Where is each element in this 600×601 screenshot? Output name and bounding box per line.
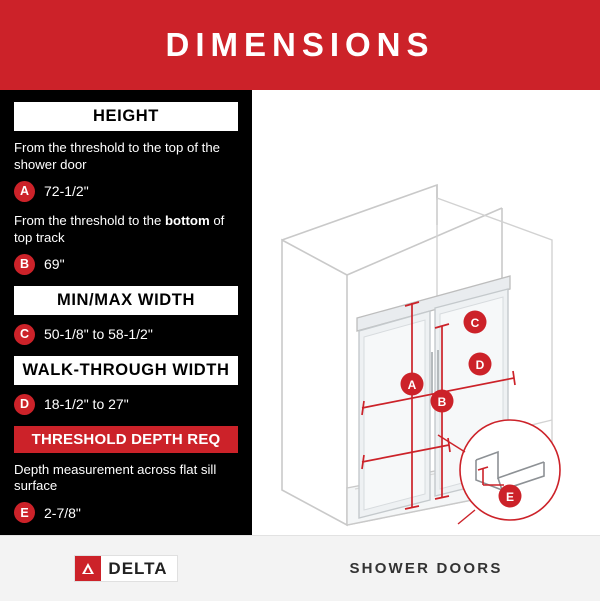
measure-value-c: 50-1/8" to 58-1/2" (44, 326, 153, 343)
specs-panel (0, 90, 252, 535)
height-desc-b-suffix: of top track (14, 212, 225, 245)
section-banner-height: HEIGHT (14, 102, 238, 131)
measure-row-e (14, 502, 238, 523)
height-desc-b-prefix: From the threshold to the (14, 212, 165, 228)
callout-badge-d: D (14, 394, 35, 415)
height-desc-b (14, 213, 238, 247)
measure-value-d: 18-1/2" to 27" (44, 396, 129, 413)
measure-row-c (14, 324, 238, 345)
measure-row-a (14, 181, 238, 202)
diagram-callout-b-label: B (437, 395, 447, 409)
height-desc-a-text: From the threshold to the top of the shower door (14, 140, 220, 172)
diagram-callout-a-label: A (407, 378, 417, 392)
threshold-desc-e (14, 462, 238, 496)
header-banner (0, 0, 600, 90)
diagram-svg (252, 90, 600, 535)
measure-value-b: 69" (44, 256, 65, 273)
section-banner-walk-through-width: WALK-THROUGH WIDTH (14, 356, 238, 385)
delta-triangle-icon (75, 556, 101, 581)
height-desc-b-bold: bottom (165, 212, 210, 228)
callout-badge-a: A (14, 181, 35, 202)
triangle-icon-svg (81, 562, 95, 575)
diagram-callout-c (464, 311, 487, 334)
diagram-callout-d (469, 353, 492, 376)
height-desc-a (14, 140, 238, 174)
diagram-callout-c-label: C (470, 316, 480, 330)
callout-badge-b: B (14, 254, 35, 275)
shower-door-diagram (252, 90, 600, 535)
measure-row-d (14, 394, 238, 415)
threshold-desc-e-text: Depth measurement across flat sill surface (14, 461, 217, 494)
glass-panel-left (359, 311, 430, 518)
callout-badge-e: E (14, 502, 35, 523)
section-banner-threshold-depth-req: THRESHOLD DEPTH REQ (14, 426, 238, 453)
footer-bar (0, 535, 600, 601)
delta-logo (74, 555, 177, 582)
diagram-callout-e-label: E (505, 490, 515, 504)
footer-brand-area (0, 536, 252, 601)
callout-badge-c: C (14, 324, 35, 345)
measure-value-a: 72-1/2" (44, 183, 89, 200)
measure-value-e: 2-7/8" (44, 504, 81, 521)
brand-name: DELTA (108, 558, 168, 578)
measure-row-b (14, 254, 238, 275)
product-category-label: SHOWER DOORS (349, 560, 503, 577)
footer-category-area (252, 536, 600, 601)
diagram-callout-d-label: D (475, 358, 485, 372)
page-title: DIMENSIONS (165, 26, 435, 63)
diagram-callout-b (431, 390, 454, 413)
diagram-callout-a (401, 373, 424, 396)
section-banner-min-max-width: MIN/MAX WIDTH (14, 286, 238, 315)
